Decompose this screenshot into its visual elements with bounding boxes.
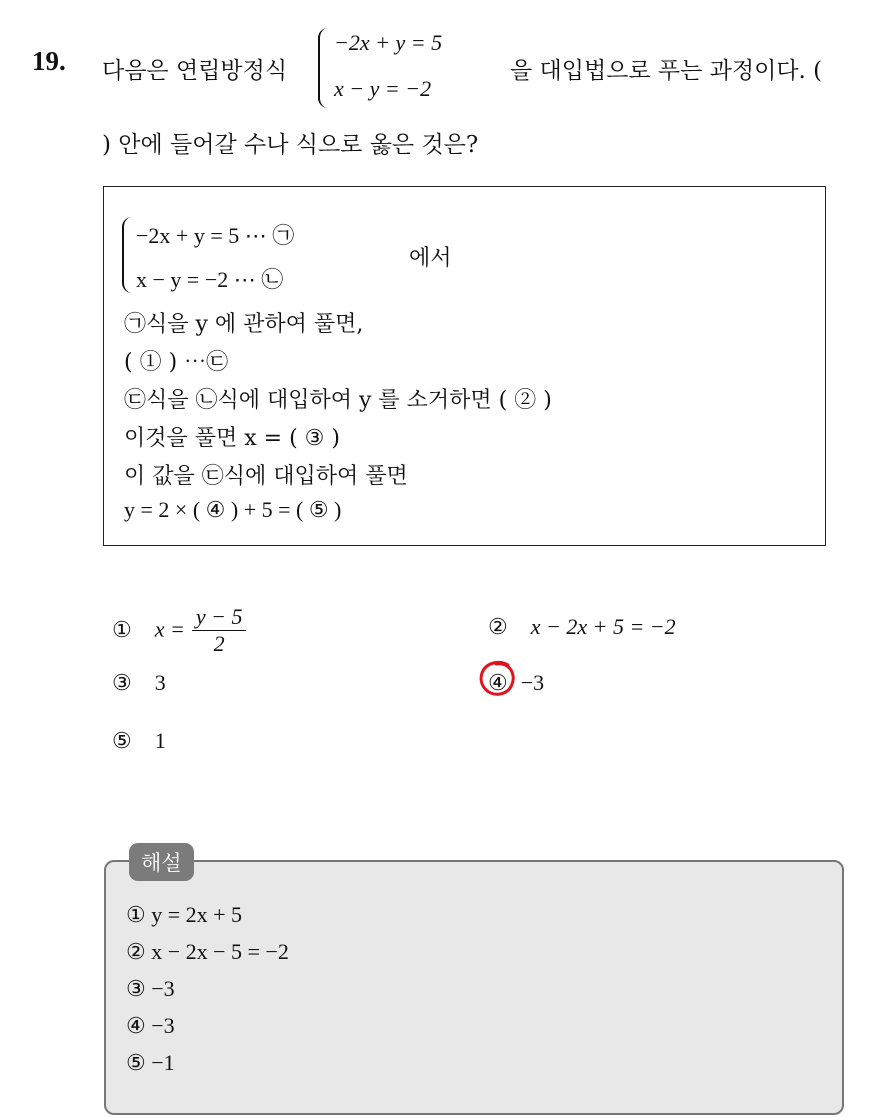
process-eq1: −2x + y = 5 ⋯ ㉠ xyxy=(136,223,295,248)
explanation-tab: 해설 xyxy=(129,843,194,881)
explanation-line-1: ① y = 2x + 5 xyxy=(126,902,243,927)
question-text-line2: ) 안에 들어갈 수나 식으로 옳은 것은? xyxy=(102,132,479,158)
process-line3: ㉢식을 ㉡식에 대입하여 y 를 소거하면 ( ② ) xyxy=(124,388,552,413)
process-line5: 이 값을 ㉢식에 대입하여 풀면 xyxy=(124,464,408,489)
choice-1-denominator: 2 xyxy=(213,631,225,656)
process-box xyxy=(103,186,826,546)
process-eseo: 에서 xyxy=(409,246,452,271)
choice-2[interactable] xyxy=(488,614,676,640)
explanation-line-5: ⑤ −1 xyxy=(126,1050,175,1075)
explanation-line-2: ② x − 2x − 5 = −2 xyxy=(126,939,289,964)
choice-5-text: 1 xyxy=(154,728,166,753)
explanation-line-4: ④ −3 xyxy=(126,1013,175,1038)
process-brace xyxy=(122,217,134,293)
choice-5[interactable] xyxy=(112,728,166,754)
question-equation-system xyxy=(318,28,488,112)
choice-3-number: ③ xyxy=(112,671,132,696)
choice-3[interactable] xyxy=(112,670,166,696)
choice-2-number: ② xyxy=(488,615,508,640)
choice-4-text: −3 xyxy=(520,670,545,695)
choice-1[interactable] xyxy=(112,604,246,657)
answer-mark-circle xyxy=(478,659,518,699)
process-equation-system xyxy=(122,217,382,297)
process-line6: y = 2 × ( ④ ) + 5 = ( ⑤ ) xyxy=(124,497,342,522)
choice-3-text: 3 xyxy=(154,670,166,695)
choice-2-text: x − 2x + 5 = −2 xyxy=(530,614,676,639)
process-line2: ( ① ) ⋯㉢ xyxy=(124,350,229,375)
choice-1-fraction xyxy=(192,604,247,657)
explanation-line-3: ③ −3 xyxy=(126,976,175,1001)
question-number: 19. xyxy=(32,46,66,76)
question-eq1: −2x + y = 5 xyxy=(334,30,443,55)
choice-4-number: ④ xyxy=(488,671,508,696)
process-line4: 이것을 풀면 x = ( ③ ) xyxy=(124,426,340,451)
choice-1-numerator: y − 5 xyxy=(195,604,243,629)
choice-5-number: ⑤ xyxy=(112,729,132,754)
explanation-box xyxy=(104,860,844,1115)
process-eq2: x − y = −2 ⋯ ㉡ xyxy=(136,267,284,292)
choice-1-lhs: x = xyxy=(154,616,185,642)
question-text-after: 을 대입법으로 푸는 과정이다. ( xyxy=(510,58,823,84)
question-brace xyxy=(318,28,330,108)
process-line1: ㉠식을 y 에 관하여 풀면, xyxy=(124,312,364,337)
question-text-before: 다음은 연립방정식 xyxy=(102,58,288,84)
question-eq2: x − y = −2 xyxy=(334,76,432,101)
choice-1-number: ① xyxy=(112,617,132,643)
